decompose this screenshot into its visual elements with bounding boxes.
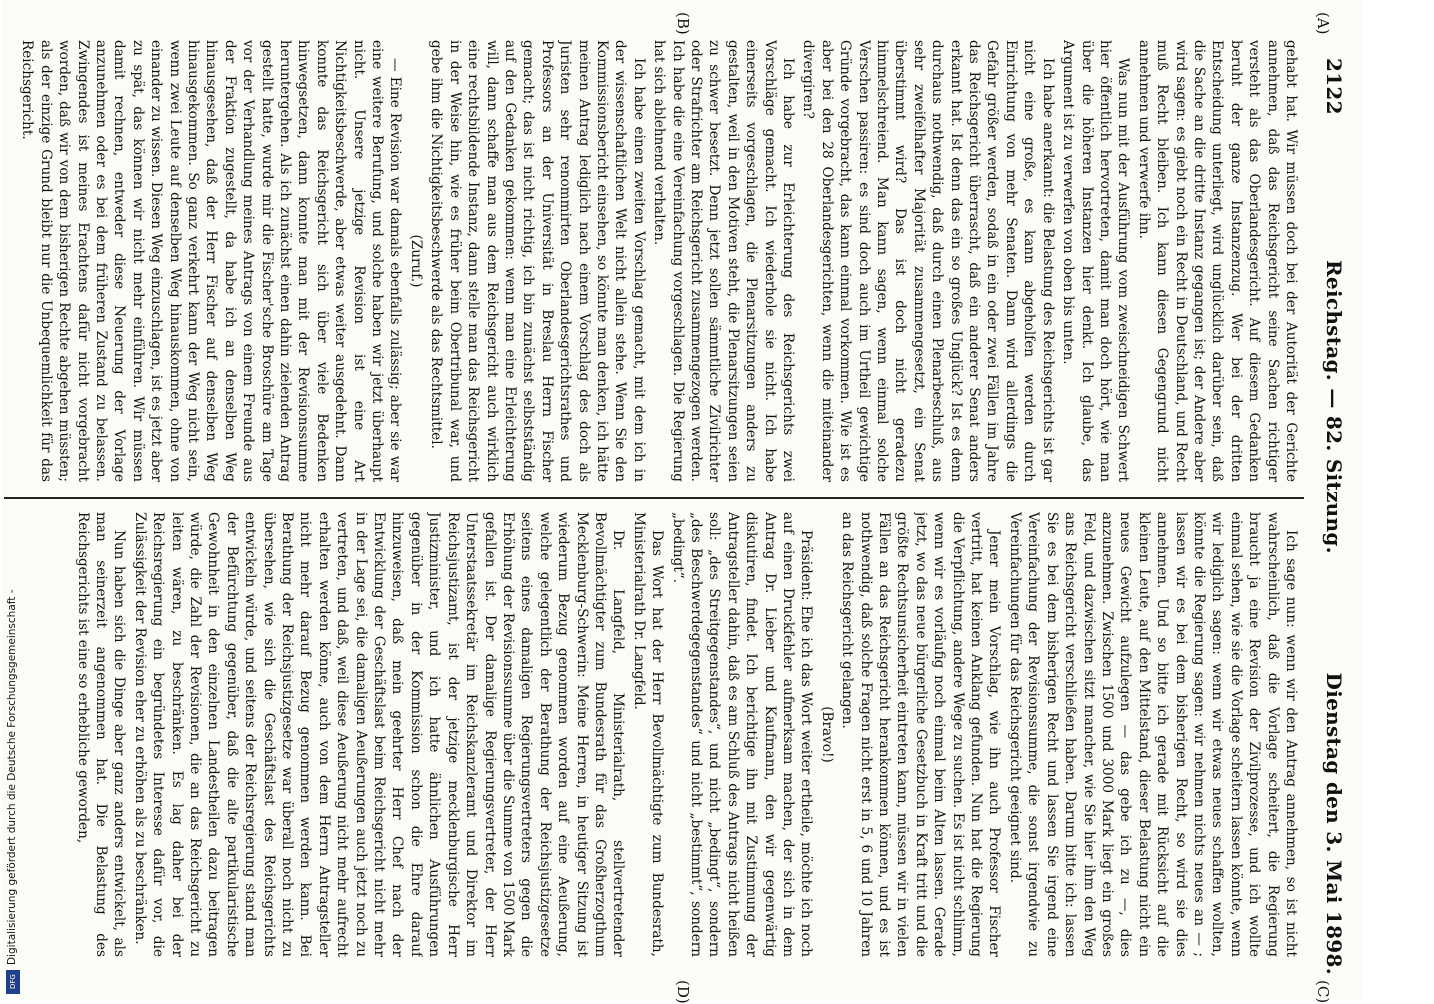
paragraph: Jener mein Vorschlag, wie ihn auch Professor Fischer vertritt, hat keinen Anklang gefunden. Nun hat die Regierung die Verpflichtung, andere Wege zu suchen. Es ist nicht schlimm, wenn wir es vorläufig noch einmal beim Alten lassen. Gerade jetzt, wo das neue bürgerliche Gesetzbuch in Kraft tritt und die größte Rechtsunsicherheit eintreten kann, müssen wir in vielen Fällen an das Reichsgericht herankommen können, und es ist nothwendig, daß solche Fragen nicht erst in 5, 6 und 10 Jahren an das Reichsgericht gelangen. <box>839 512 1003 957</box>
left-column <box>12 40 1300 482</box>
paragraph: Ich habe einen zweiten Vorschlag gemacht, mit dem ich in der wissenschaftlichen Welt nicht allein stehe. Wenn Sie den Kommissionsbericht einsehen, so könnte man denken, ich hätte meinen Antrag lediglich nach einem Vorschlag des doch als Juristen sehr renommirten Oberlandesgerichtsrathes und Professors an der Universität in Breslau Herrn Fischer gemacht; das ist nicht richtig, ich bin zunächst selbstständig auf den Gedanken gekommen: wenn man eine Erleichterung will, dann schaffe man aus dem Reichsgericht auch wirklich eine rechtsbildende Instanz, dann stelle man das Reichsgericht in der Weise hin, wie es früher beim Obertribunal war, und gebe ihm die Nichtigkeitsbeschwerde als das Rechtsmittel. <box>428 40 647 482</box>
paragraph: — Eine Revision war damals ebenfalls zulässig; aber sie war eine weitere Berufung, und solche haben wir jetzt überhaupt nicht. Unsere jetzige Revision ist eine Art Nichtigkeitsbeschwerde, aber etwas weiter ausgedehnt. Dann konnte das Reichsgericht sich über viele Bedenken hinwegsetzen, dann konnte man mit der Revisionssumme heruntergehen. Als ich zunächst einen dahin zielenden Antrag gestellt hatte, wurde mir die Fischer'sche Broschüre am Tage vor der Verhandlung meines Antrags von einem Freunde aus der Fraktion zugestellt, da habe ich an denselben Weg hinausgesehen, daß der Herr Fischer auf denselben Weg hinausgekommen. So ganz verkehrt kann der Weg nicht sein, wenn zwei Leute auf denselben Weg hinauskommen, ohne von einander zu wissen. Diesen Weg einzuschlagen, ist es jetzt aber zu spät, das können wir nicht mehr einführen. Wir müssen damit rechnen, entweder diese Neuerung der Vorlage anzunehmen oder es bei dem früheren Zustand zu belassen. Zwingendes ist meines Erachtens dafür nicht vorgebracht worden, daß wir von dem bisherigen Rechte abgehen müssten; als der einzige Grund bleibt nur die Unbequemlichkeit für das Reichsgericht. <box>19 40 404 482</box>
paragraph: Ich habe zur Erleichterung des Reichsgerichts zwei Vorschläge gemacht. Ich wiederhole sie nicht. Ich habe einerseits vorgeschlagen, die Plenarsitzungen anders zu gestalten, weil in den Motiven steht, die Plenarsitzungen seien zu schwer besetzt. Denn jetzt sollen sämmtliche Zivilrichter oder Strafrichter am Reichsgericht zusammengezogen werden. Ich habe die eine Vereinfachung vorgeschlagen. Die Regierung hat sich ablehnend verhalten. <box>651 40 797 482</box>
margin-marker-b: (B) <box>674 12 692 35</box>
dfg-logo: DFG <box>6 970 20 994</box>
speaker-paragraph: Präsident: Ehe ich das Wort weiter ertheile, möchte ich noch auf einen Druckfehler aufmerksam machen, der sich in dem Antrag Dr. Lieber und Kaufmann, den wir gegenwärtig diskutiren, findet. Ich berichtige ihn mit Zustimmung der Antragsteller dahin, daß es am Schluß des Antrags nicht heißen soll: „des Streitgegenstandes“, und nicht „bedingt“, sondern „des Beschwerdegegenstandes“ und nicht „bestimmt“, sondern „bedingt“. <box>669 512 815 957</box>
page-header <box>1314 40 1354 975</box>
page-number: 2122 <box>1322 58 1346 115</box>
right-column <box>12 512 1300 957</box>
margin-marker-d: (D) <box>674 980 692 1004</box>
margin-marker-c: (C) <box>1314 980 1332 1004</box>
paragraph: gehabt hat. Wir müssen doch bei der Autorität der Gerichte annehmen, daß das Reichsgericht seine Sachen richtiger versteht als das Oberlandesgericht. Auf diesem Gedanken beruht der ganze Instanzenzug. Wer bei der dritten Entscheidung unterliegt, wird unglücklich darüber sein, daß die Sache an die dritte Instanz gegangen ist; der Andere aber wird sagen: es giebt noch ein Recht in Deutschland, und Recht muß Recht bleiben. Ich kann diesen Gegengrund nicht annehmen und verwerfe ihn. <box>1135 40 1299 482</box>
column-divider <box>4 497 1304 499</box>
margin-marker-a: (A) <box>1314 12 1332 35</box>
paragraph: Was nun mit der Ausführung vom zweischneidigen Schwert hier öffentlich hervortreten, damit man doch hört, wie man über die höheren Instanzen hier denkt. Ich glaube, das Argument ist zu verwerfen von oben bis unten. <box>1060 40 1132 482</box>
interjection: (Bravo!) <box>818 706 835 763</box>
speaker-paragraph: Dr. Langfeld, Ministerialrath, stellvertretender Bevollmächtigter zum Bundesrath für das Großherzogthum Mecklenburg-Schwerin: Meine Herren, in heutiger Sitzung ist wiederum Bezug genommen worden auf eine Aeußerung, welche gelegentlich der Berathung der Reichsjustizgesetze seitens eines damaligen Regierungsvertreters gegen die Erhöhung der Revisionssumme über die Summe von 1500 Mark gefallen ist. Der damalige Regierungsvertreter, der Herr Unterstaatssekretär im Reichskanzleramt und Direktor im Reichsjustizamt, ist der jetzige mecklenburgische Herr Justizminister, und ich hatte ähnlichen Ausführungen gegenüber in der Kommission schon die Ehre darauf hinzuweisen, daß mein geehrter Herr Chef nach der Entwicklung der Geschäftslast beim Reichsgericht nicht mehr in der Lage sei, die damaligen Aeußerungen auch jetzt noch zu vertreten, und daß, weil diese Aeußerung nicht mehr aufrecht erhalten werden könne, auch von dem Herrn Antragsteller nicht mehr darauf Bezug genommen werden kann. Bei Berathung der Reichsjustizgesetze war überall noch nicht zu übersehen, wie sich die Geschäftslast des Reichsgerichts entwickeln würde, und seitens der Reichsregierung stand man der Befürchtung gegenüber, daß die alte partikularistische Gewohnheit in den einzelnen Landestheilen dazu beitragen würde, die Zahl der Revisionen, die an das Reichsgericht zu leiten wären, zu beschränken. Es lag daher bei der Reichsregierung ein begründetes Interesse dafür vor, die Zulässigkeit der Revision eher zu erhöhen als zu beschränken. <box>131 512 627 957</box>
interjection: (Zuruf.) <box>407 234 424 288</box>
paragraph: Ich habe anerkannt: die Belastung des Reichsgerichts ist gar nicht eine große, es kann abgeholfen werden durch Einrichtung von mehr Senaten. Dann wird allerdings die Gefahr größer werden, sodaß in ein oder zwei Fällen im Jahre das Reichsgericht überrascht, daß ein anderer Senat anders erkannt hat. Ist denn das ein so großes Unglück? Ist es denn durchaus nothwendig, daß durch einen Plenarbeschluß, aus sehr zweifelhafter Majorität zusammengesetzt, ein Senat überstimmt wird? Das ist doch nicht geradezu himmelschreiend. Man kann sagen, wenn einmal solche Verschen passiren: es sind doch auch im Urtheil gewichtige Gründe vorgebracht, das kann einmal vorkommen. Wie ist es aber bei den 28 Oberlandesgerichten, wenn die miteinander divergiren? <box>800 40 1056 482</box>
paragraph: Das Wort hat der Herr Bevollmächtigte zum Bundesrath, Ministerialrath Dr. Langfeld. <box>630 512 666 957</box>
paragraph: Ich sage nun: wenn wir den Antrag annehmen, so ist nicht wahrscheinlich, daß die Vorlage scheitert, die Regierung braucht ja eine Revision der Zivilprozesse, und ich wollte einmal sehen, wie sie die Vorlage scheitern lassen könnte, wenn wir lediglich sagen: wenn wir etwas neues schaffen wollten, könnte die Regierung sagen: wir nehmen nichts neues an — ; lassen wir es bei dem bisherigen Recht, so wird sie dies annehmen. Und so bitte ich gerade mit Rücksicht auf die kleinen Leute, auf den Mittelstand, dieser Belastung nicht ein neues Gewicht aufzulegen — das gebe ich zu —, dies anzunehmen. Zwischen 1500 und 3000 Mark liegt ein großes Feld, und dazwischen sitzt mancher, wie Sie hier ihm den Weg ans Reichsgericht verschließen haben. Darum bitte ich: lassen Sie es bei dem bisherigen Recht und lassen Sie irgend eine Vereinfachung der Revisionssumme, die sonst irgendwie zu Vereinfachungen für das Reichsgericht geeignet sind. <box>1006 512 1299 957</box>
paragraph: Nun haben sich die Dinge aber ganz anders entwickelt, als man seinerzeit angenommen hat. Die Belastung des Reichsgerichts ist eine so erhebliche geworden, <box>74 512 128 957</box>
digitization-credit: Digitalisierung gefördert durch die Deutsche Forschungsgemeinschaft - <box>6 589 18 965</box>
rotated-page <box>2 0 1362 1004</box>
session-date: Dienstag den 3. Mai 1898. <box>1322 672 1346 975</box>
session-title: Reichstag. — 82. Sitzung. <box>1322 260 1346 554</box>
